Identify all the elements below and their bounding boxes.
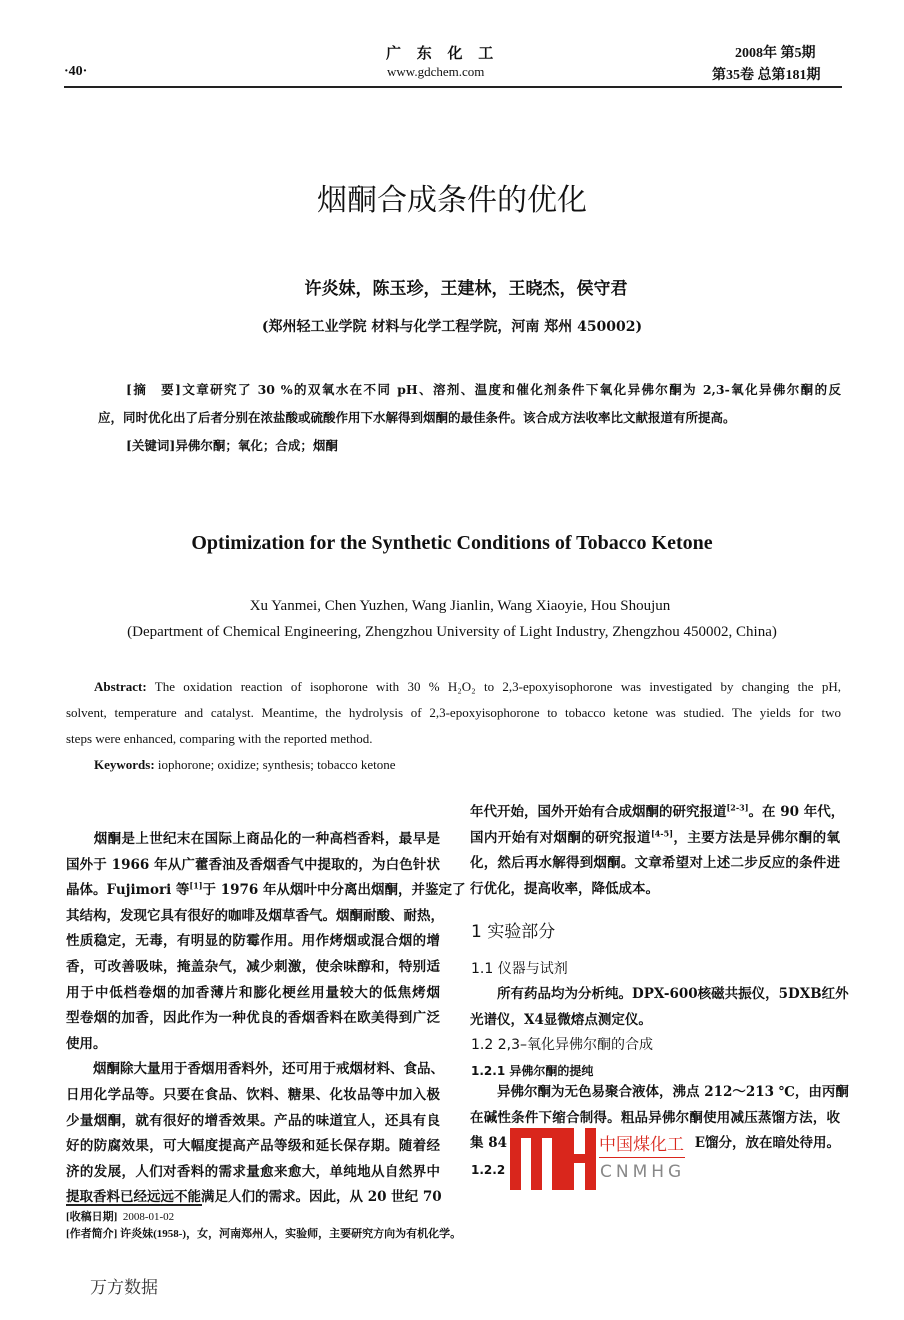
page-number: ·40· [64,64,88,79]
logo-divider [599,1157,685,1158]
keywords-cn: 异佛尔酮；氧化；合成；烟酮 [175,438,338,453]
abstract-en-line: steps were enhanced, comparing with the reported method. [66,731,373,746]
author-bio-label: [作者简介] [66,1228,118,1240]
text-line: 异佛尔酮为无色易聚合液体，沸点 212～213 ℃，由丙酮 [470,1084,849,1100]
text-line: 光谱仪，X4显微熔点测定仪。 [470,1011,652,1028]
received-value: 2008-01-02 [122,1211,175,1223]
author-bio [66,1225,461,1241]
keywords-en: iophorone; oxidize; synthesis; tobacco ketone [157,757,396,772]
abstract-en-line: solvent, temperature and catalyst. Meantime, the hydrolysis of 2,3-epoxyisophorone to tobacco ketone was studied. The yields for two [66,705,841,720]
text-line: 好的防腐效果，可大幅度提高产品等级和延长保存期。随着经 [66,1138,440,1155]
section-1-2-1-heading: 1.2.1 异佛尔酮的提纯 [471,1064,594,1078]
affiliation-en: (Department of Chemical Engineering, Zhengzhou University of Light Industry, Zhengzhou 450002, China) [127,624,777,640]
keywords-en-label: Keywords: [94,757,155,772]
authors-en: Xu Yanmei, Chen Yuzhen, Wang Jianlin, Wang Xiaoyie, Hou Shoujun [249,598,671,614]
abstract-cn-line: 文章研究了 30 %的双氧水在不同 pH、溶剂、温度和催化剂条件下氧化异佛尔酮为 2,3-氧化异佛尔酮的反 [180,382,841,397]
abstract-cn-line: 应，同时优化出了后者分别在浓盐酸或硫酸作用下水解得到烟酮的最佳条件。该合成方法收率比文献报道有所提高。 [98,410,736,425]
text-line: 行优化，提高收率，降低成本。 [470,880,659,897]
wanfang-watermark: 万方数据 [90,1278,158,1298]
abstract-cn-label: [摘 要] [126,382,181,397]
text-line: 烟酮是上世纪末在国际上商品化的一种高档香料，最早是 [66,831,440,847]
text-line: 年代开始，国外开始有合成烟酮的研究报道[2-3]。在 90 年代， [470,802,845,820]
authors-cn: 许炎妹，陈玉珍，王建林，王晓杰，侯守君 [304,279,628,299]
affiliation-cn: (郑州轻工业学院 材料与化学工程学院，河南 郑州 450002) [261,319,643,335]
section-1-2-2-heading: 1.2.2 [471,1163,506,1177]
text-line: 化，然后再水解得到烟酮。文章希望对上述二步反应的条件进 [470,855,840,872]
text-line: 济的发展，人们对香料的需求量愈来愈大，单纯地从自然界中 [66,1163,440,1180]
abstract-cn [98,376,841,460]
text-line: 集 84 [470,1135,507,1152]
text-line: 国外于 1966 年从广藿香油及香烟香气中提取的，为白色针状 [66,856,440,873]
abstract-en-label: Abstract: [94,679,147,694]
abstract-en-line: The oxidation reaction of isophorone with 30 % H₂O₂ to 2,3-epoxyisophorone was investigated by changing the pH, [154,679,841,694]
issue: 2008年 第5期 [735,46,816,61]
right-column-instruments [470,982,849,1033]
text-line: 性质稳定，无毒，有明显的防霉作用。用作烤烟或混合烟的增 [66,933,440,950]
keywords-cn-label: [关键词] [126,438,176,453]
title-cn: 烟酮合成条件的优化 [317,183,587,218]
text-line: 日用化学品等。只要在食品、饮料、糖果、化妆品等中加入极 [66,1086,440,1103]
text-line: 少量烟酮，就有很好的增香效果。产品的味道宜人，还具有良 [66,1112,440,1129]
section-1-heading: 1 实验部分 [471,922,556,942]
text-line: E馏分，放在暗处待用。 [694,1135,840,1152]
author-bio-text: 许炎妹(1958-)，女，河南郑州人，实验师，主要研究方向为有机化学。 [120,1228,462,1240]
text-line: 香，可改善吸味，掩盖杂气，减少刺激，使余味醇和，特别适 [66,958,440,975]
right-column-intro [470,800,845,902]
title-en: Optimization for the Synthetic Conditions of Tobacco Ketone [191,532,713,554]
received-label: [收稿日期] [66,1211,118,1223]
logo-en-text: CNMHG [600,1162,686,1182]
text-line: 国内开始有对烟酮的研究报道[4-5]，主要方法是异佛尔酮的氧 [470,828,841,846]
text-line: 型卷烟的加香，因此作为一种优良的香烟香料在欧美得到广泛 [66,1010,440,1027]
header-rule [64,86,842,88]
text-line: 晶体。Fujimori 等[1]于 1976 年从烟叶中分离出烟酮，并鉴定了 [66,880,466,899]
text-line: 其结构，发现它具有很好的咖啡及烟草香气。烟酮耐酸、耐热， [66,907,444,924]
text-line: 用于中低档卷烟的加香薄片和膨化梗丝用量较大的低焦烤烟 [66,984,440,1001]
text-line: 提取香料已经远远不能满足人们的需求。因此，从 20 世纪 70 [66,1189,442,1206]
volume: 第35卷 总第181期 [712,68,821,83]
text-line: 在碱性条件下缩合制得。粗品异佛尔酮使用减压蒸馏方法，收 [470,1109,840,1126]
journal-name: 广 东 化 工 [386,46,500,62]
section-1-2-heading: 1.2 2,3–氧化异佛尔酮的合成 [471,1037,653,1053]
section-1-1-heading: 1.1 仪器与试剂 [471,961,568,977]
right-column-purification [470,1080,849,1157]
abstract-en [66,674,841,778]
text-line: 所有药品均为分析纯。DPX-600核磁共振仪，5DXB红外 [470,986,849,1002]
logo-cn-text: 中国煤化工 [599,1135,684,1155]
journal-url: www.gdchem.com [387,64,485,79]
text-line: 使用。 [66,1035,107,1052]
left-column [66,827,466,1211]
text-line: 烟酮除大量用于香烟用香料外，还可用于戒烟材料、食品、 [66,1061,444,1078]
